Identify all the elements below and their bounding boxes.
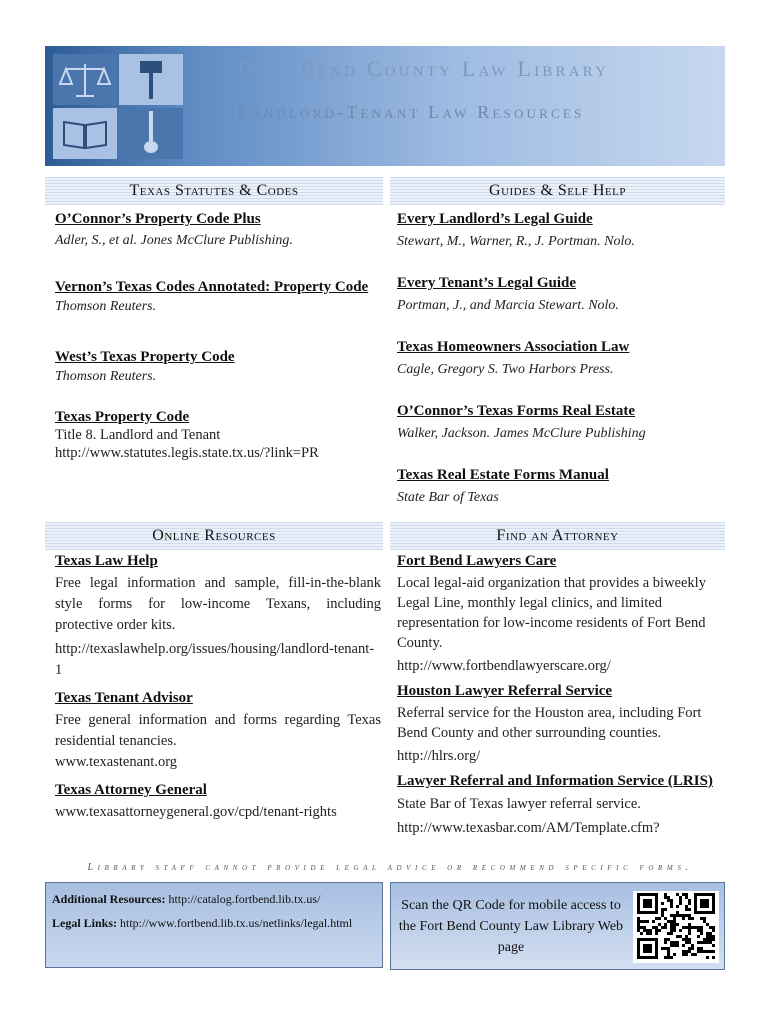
statute-title: Texas Property Code — [55, 409, 190, 425]
gavel-icon — [119, 54, 183, 105]
online-desc: Free general information and forms regarding Texas residential tenancies. — [55, 712, 381, 749]
guide-title: O’Connor’s Texas Forms Real Estate — [397, 403, 636, 419]
statutes-list — [55, 210, 379, 462]
attorney-list — [397, 552, 723, 838]
statute-cite: Thomson Reuters. — [55, 299, 157, 314]
gavel-handle-icon — [119, 108, 183, 159]
statute-title: O’Connor’s Property Code Plus — [55, 211, 261, 227]
attorney-desc: Local legal-aid organization that provides a biweekly Legal Line, monthly legal clinics, and limited representation for low-income residents of Fort Bend County. — [397, 575, 706, 651]
attorney-title: Houston Lawyer Referral Service — [397, 683, 613, 699]
attorney-url[interactable]: http://www.fortbendlawyerscare.org/ — [397, 658, 611, 674]
online-desc: Free legal information and sample, fill-in-the-blank style forms for low-income Texans, including protective order kits. — [55, 575, 381, 633]
guide-cite: Cagle, Gregory S. Two Harbors Press. — [397, 362, 614, 377]
disclaimer: Library staff cannot provide legal advice or recommend specific forms. — [87, 862, 693, 873]
guide-cite: Walker, Jackson. James McClure Publishing — [397, 426, 646, 441]
scales-icon — [53, 54, 117, 105]
attorney-title: Fort Bend Lawyers Care — [397, 553, 557, 569]
statute-title: Vernon’s Texas Codes Annotated: Property Code — [55, 279, 369, 295]
legal-links-label: Legal Links: — [52, 916, 118, 930]
online-title: Texas Tenant Advisor — [55, 690, 193, 706]
qr-caption: Scan the QR Code for mobile access to the Fort Bend County Law Library Web page — [398, 898, 624, 955]
guide-cite: Portman, J., and Marcia Stewart. Nolo. — [397, 298, 619, 313]
online-url[interactable]: http://texaslawhelp.org/issues/housing/landlord-tenant-1 — [55, 641, 375, 678]
statutes-heading: Texas Statutes & Codes — [45, 177, 383, 205]
legal-links-url[interactable]: http://www.fortbend.lib.tx.us/netlinks/legal.html — [120, 916, 353, 930]
online-url[interactable]: www.texastenant.org — [55, 754, 178, 770]
online-title: Texas Attorney General — [55, 782, 207, 798]
guides-heading: Guides & Self Help — [390, 177, 725, 205]
additional-resources-box — [45, 882, 383, 968]
library-title: Fort Bend County Law Library — [237, 56, 610, 81]
guide-title: Every Landlord’s Legal Guide — [397, 211, 593, 227]
online-heading: Online Resources — [45, 522, 383, 550]
online-list — [55, 552, 381, 823]
catalog-link[interactable]: http://catalog.fortbend.lib.tx.us/ — [168, 892, 321, 906]
guide-cite: Stewart, M., Warner, R., J. Portman. Nolo. — [397, 234, 635, 249]
book-icon — [53, 108, 117, 159]
guide-title: Texas Real Estate Forms Manual — [397, 467, 609, 483]
attorney-desc: Referral service for the Houston area, including Fort Bend County and other surrounding counties. — [397, 705, 702, 741]
qr-box — [390, 882, 725, 970]
guide-title: Every Tenant’s Legal Guide — [397, 275, 577, 291]
statute-title: West’s Texas Property Code — [55, 349, 235, 365]
online-title: Texas Law Help — [55, 553, 158, 569]
statute-detail: Title 8. Landlord and Tenant — [55, 427, 221, 443]
additional-label: Additional Resources: — [52, 892, 166, 906]
guides-list — [397, 210, 721, 507]
qr-code-icon[interactable] — [633, 891, 719, 963]
guide-cite: State Bar of Texas — [397, 490, 499, 505]
attorney-url[interactable]: http://www.texasbar.com/AM/Template.cfm? — [397, 820, 660, 836]
statute-url[interactable]: http://www.statutes.legis.state.tx.us/?link=PR — [55, 445, 319, 461]
page-subtitle: Landlord-Tenant Law Resources — [237, 102, 585, 122]
attorney-url[interactable]: http://hlrs.org/ — [397, 748, 481, 764]
statute-cite: Adler, S., et al. Jones McClure Publishing. — [55, 233, 293, 248]
attorney-desc: State Bar of Texas lawyer referral service. — [397, 796, 641, 812]
library-logo — [53, 54, 185, 160]
guide-title: Texas Homeowners Association Law — [397, 339, 630, 355]
statute-cite: Thomson Reuters. — [55, 369, 157, 384]
online-url[interactable]: www.texasattorneygeneral.gov/cpd/tenant-rights — [55, 804, 337, 820]
attorney-title: Lawyer Referral and Information Service (LRIS) — [397, 773, 713, 789]
attorney-heading: Find an Attorney — [390, 522, 725, 550]
header-banner — [45, 46, 725, 166]
